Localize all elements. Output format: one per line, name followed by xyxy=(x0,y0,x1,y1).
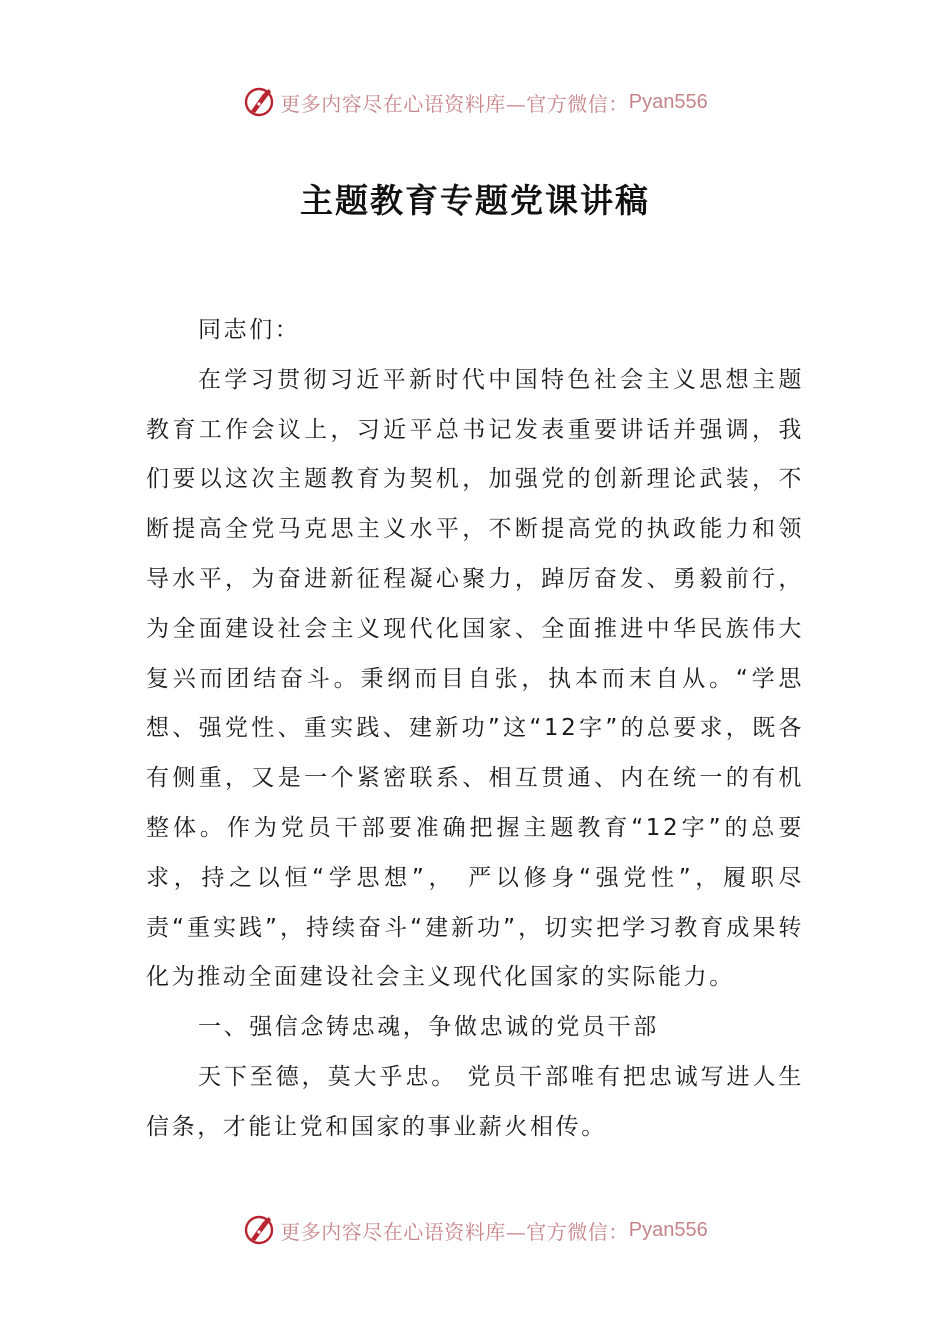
document-body xyxy=(146,306,804,1153)
paragraph-intro: 在学习贯彻习近平新时代中国特色社会主义思想主题教育工作会议上，习近平总书记发表重要讲话并强调，我们要以这次主题教育为契机，加强党的创新理论武装，不断提高全党马克思主义水平，不断提高党的执政能力和领导水平，为奋进新征程凝心聚力，踔厉奋发、勇毅前行，为全面建设社会主义现代化国家、全面推进中华民族伟大复兴而团结奋斗。秉纲而目自张，执本而末自从。“学思想、强党性、重实践、建新功”这“12字”的总要求，既各有侧重，又是一个紧密联系、相互贯通、内在统一的有机整体。作为党员干部要准确把握主题教育“12字”的总要求，持之以恒“学思想”， 严以修身“强党性”，履职尽责“重实践”，持续奋斗“建新功”，切实把学习教育成果转化为推动全面建设社会主义现代化国家的实际能力。 xyxy=(146,366,804,991)
footer-banner xyxy=(0,1210,950,1250)
wechat-id: Pyan556 xyxy=(628,90,708,113)
wechat-id: Pyan556 xyxy=(628,1218,708,1241)
document-title: 主题教育专题党课讲稿 xyxy=(300,181,650,220)
salutation: 同志们： xyxy=(198,317,301,343)
banner-text: 更多内容尽在心语资料库—官方微信： xyxy=(280,1219,629,1244)
section-heading: 一、强信念铸忠魂，争做忠诚的党员干部 xyxy=(198,1014,659,1041)
pen-nib-logo-icon xyxy=(242,85,276,119)
pen-nib-logo-icon xyxy=(242,1213,276,1247)
paragraph-section-1: 天下至德，莫大乎忠。 党员干部唯有把忠诚写进人生信条，才能让党和国家的事业薪火相传。 xyxy=(146,1063,804,1140)
banner-text: 更多内容尽在心语资料库—官方微信： xyxy=(280,91,629,116)
header-banner xyxy=(0,82,950,122)
